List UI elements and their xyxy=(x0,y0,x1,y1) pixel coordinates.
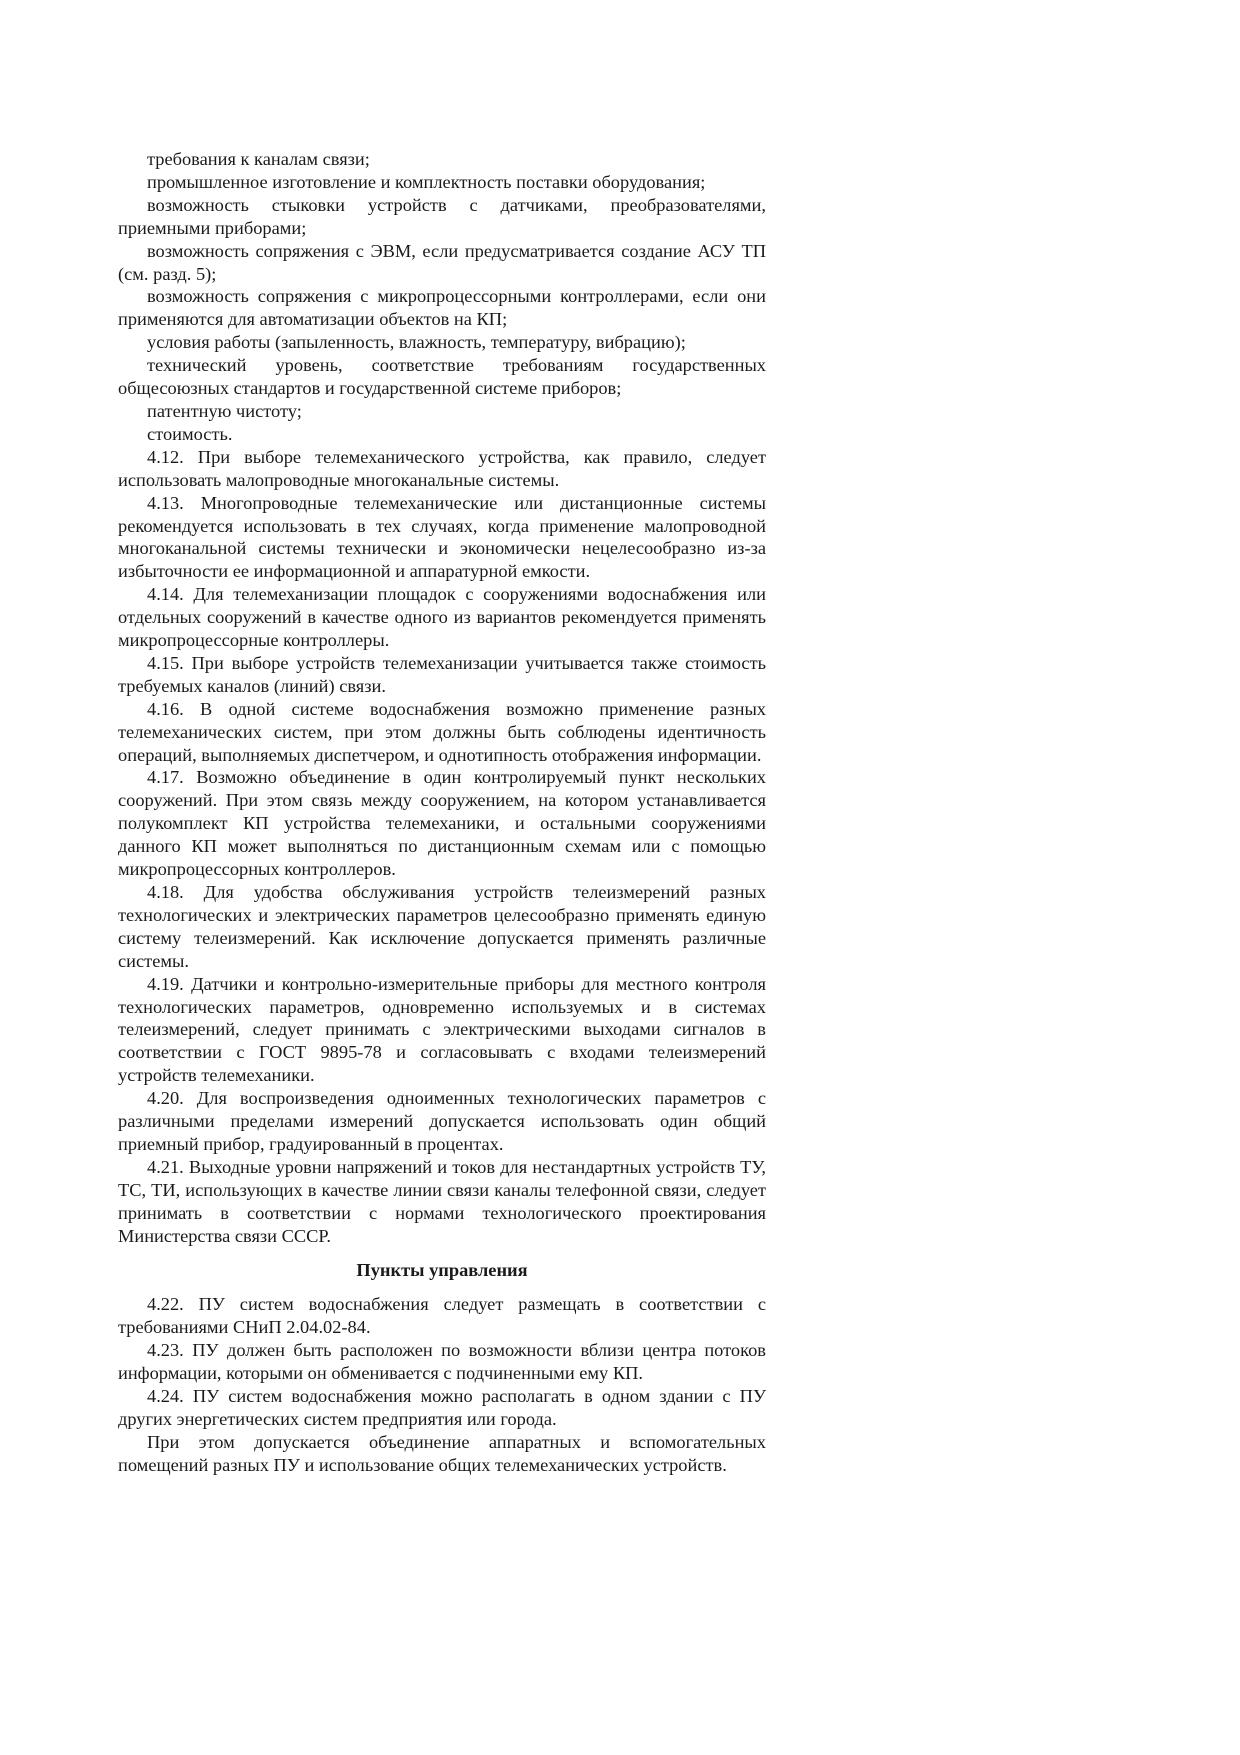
paragraph: возможность стыковки устройств с датчиками, преобразователями, приемными приборами; xyxy=(118,194,766,238)
clause-4-13: 4.13. Многопроводные телемеханические или дистанционные системы рекомендуется использовать в тех случаях, когда применение малопроводной многоканальной системы технически и экономически нецелесообразно из-за избыточности ее информационной и аппаратурной емкости. xyxy=(118,492,766,582)
clause-4-17: 4.17. Возможно объединение в один контролируемый пункт нескольких сооружений. При этом связь между сооружением, на котором устанавливается полукомплект КП устройства телемеханики, и остальными сооружениями данного КП может выполняться по дистанционным схемам или с помощью микропроцессорных контроллеров. xyxy=(118,767,766,880)
clause-4-20: 4.20. Для воспроизведения одноименных технологических параметров с различными пределами измерений допускается использовать один общий приемный прибор, градуированный в процентах. xyxy=(118,1088,766,1154)
clause-4-22: 4.22. ПУ систем водоснабжения следует размещать в соответствии с требованиями СНиП 2.04.02-84. xyxy=(118,1294,766,1338)
paragraph: стоимость. xyxy=(147,423,233,444)
paragraph: промышленное изготовление и комплектность поставки оборудования; xyxy=(147,171,706,192)
clause-4-18: 4.18. Для удобства обслуживания устройств телеизмерений разных технологических и электрических параметров целесообразно применять единую систему телеизмерений. Как исключение допускается применять различные системы. xyxy=(118,882,766,971)
clause-4-15: 4.15. При выборе устройств телемеханизации учитывается также стоимость требуемых каналов (линий) связи. xyxy=(118,652,766,696)
document-body xyxy=(118,148,766,1477)
clause-4-12: 4.12. При выборе телемеханического устройства, как правило, следует использовать малопроводные многоканальные системы. xyxy=(118,446,766,490)
clause-4-21: 4.21. Выходные уровни напряжений и токов для нестандартных устройств ТУ, ТС, ТИ, использующих в качестве линии связи каналы телефонной связи, следует принимать в соответствии с нормами технологического проектирования Министерства связи СССР. xyxy=(118,1156,766,1246)
paragraph: При этом допускается объединение аппаратных и вспомогательных помещений разных ПУ и использование общих телемеханических устройств. xyxy=(118,1431,766,1475)
clause-4-16: 4.16. В одной системе водоснабжения возможно применение разных телемеханических систем, при этом должны быть соблюдены идентичность операций, выполняемых диспетчером, и однотипность отображения информации. xyxy=(118,698,766,765)
section-heading: Пункты управления xyxy=(356,1259,528,1280)
paragraph: возможность сопряжения с ЭВМ, если предусматривается создание АСУ ТП (см. разд. 5); xyxy=(118,240,766,284)
clause-4-23: 4.23. ПУ должен быть расположен по возможности вблизи центра потоков информации, которыми он обменивается с подчиненными ему КП. xyxy=(118,1340,766,1384)
paragraph: патентную чистоту; xyxy=(147,400,302,421)
clause-4-14: 4.14. Для телемеханизации площадок с сооружениями водоснабжения или отдельных сооружений в качестве одного из вариантов рекомендуется применять микропроцессорные контроллеры. xyxy=(118,584,766,651)
paragraph: технический уровень, соответствие требованиям государственных общесоюзных стандартов и государственной системе приборов; xyxy=(118,355,766,399)
paragraph: условия работы (запыленность, влажность, температуру, вибрацию); xyxy=(147,332,686,353)
paragraph: требования к каналам связи; xyxy=(147,149,370,169)
clause-4-19: 4.19. Датчики и контрольно-измерительные приборы для местного контроля технологических параметров, одновременно используемых и в системах телеизмерений, следует принимать с электрическими выходами сигналов в соответствии с ГОСТ 9895-78 и согласовывать с входами телеизмерений устройств телемеханики. xyxy=(118,973,766,1086)
clause-4-24: 4.24. ПУ систем водоснабжения можно располагать в одном здании с ПУ других энергетических систем предприятия или города. xyxy=(118,1386,766,1429)
paragraph: возможность сопряжения с микропроцессорными контроллерами, если они применяются для автоматизации объектов на КП; xyxy=(118,286,766,330)
